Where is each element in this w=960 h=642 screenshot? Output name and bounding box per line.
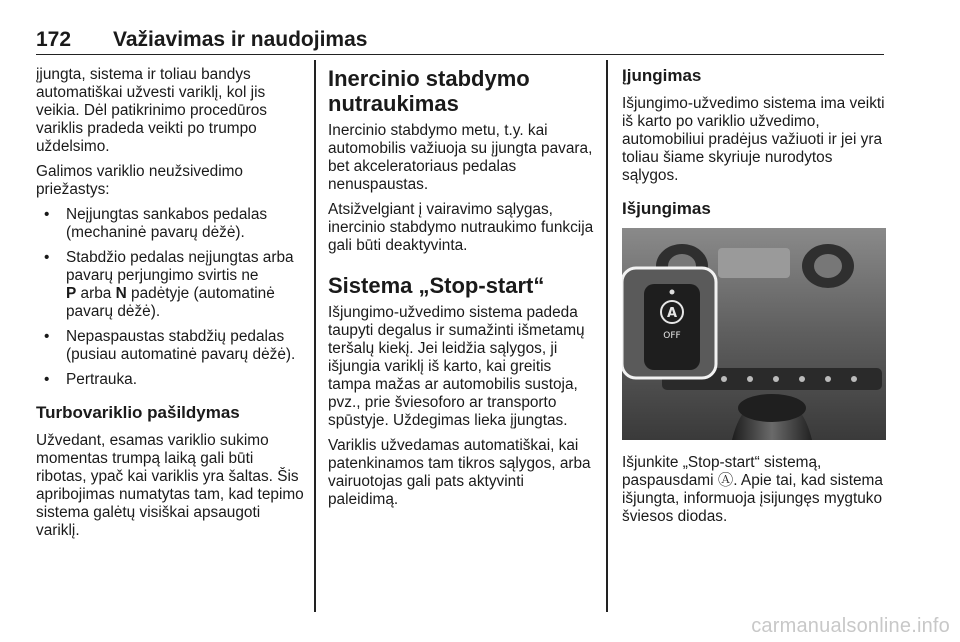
column-divider <box>606 60 608 612</box>
section-heading-inercinio: Inercinio stabdymo nutraukimas <box>328 66 530 116</box>
paragraph-text: Išjunkite „Stop-start“ sistemą, paspausdami <box>622 454 822 489</box>
page-header <box>36 28 884 55</box>
gear-p-label: P <box>66 285 77 302</box>
section-heading-turbo: Turbovariklio pašildymas <box>36 403 240 422</box>
paragraph: Inercinio stabdymo metu, t.y. kai automobilis važiuoja su įjungta pavara, bet akceleratoriaus pedalas nenuspaustas. <box>328 122 593 193</box>
gear-n-label: N <box>115 285 127 302</box>
section-heading-stopstart: Sistema „Stop-start“ <box>328 273 545 298</box>
list-item-text: padėtyje (automatinė pavarų dėžė). <box>66 285 275 320</box>
page-number: 172 <box>36 28 72 51</box>
paragraph: Išjungimo-užvedimo sistema ima veikti iš karto po variklio užvedimo, automobiliui pradėjus važiuoti ir jei yra toliau šiame skyriuje nurodytos sąlygos. <box>622 95 885 184</box>
paragraph: Išjungimo-užvedimo sistema padeda taupyti degalus ir sumažinti išmetamų teršalų kiekį. Jei leidžia sąlygos, ji išjungia variklį iš karto, kai greitis tampa mažas ar automobilis sustoja, pvz., prie šviesoforo ar transporto spūstyje. Uždegimas lieka įjungtas. <box>328 304 585 429</box>
paragraph <box>622 454 892 526</box>
list-item-text: Stabdžio pedalas neįjungtas arba pavarų perjungimo svirtis ne <box>66 249 294 284</box>
paragraph: Variklis užvedamas automatiškai, kai patenkinamos tam tikros sąlygos, arba vairuotojas gali pats aktyvinti paleidimą. <box>328 437 591 508</box>
list-item-text: arba <box>76 285 116 302</box>
column-divider <box>314 60 316 612</box>
paragraph: Užvedant, esamas variklio sukimo momentas trumpą laiką gali būti ribotas, ypač kai variklis yra šaltas. Šis apribojimas numatytas tam, kad tepimo sistema galėtų visiškai apsaugoti variklį. <box>36 432 304 539</box>
section-heading-isjungimas: Išjungimas <box>622 199 711 218</box>
watermark: carmanualsonline.info <box>751 615 950 637</box>
paragraph: Galimos variklio neužsivedimo priežastys: <box>36 163 243 198</box>
column-right <box>622 66 892 533</box>
paragraph-text: . Apie tai, kad sistema išjungta, informuoja įsijungęs mygtuko šviesos diodas. <box>622 472 883 525</box>
console-photo <box>622 228 886 440</box>
off-label: OFF <box>663 331 681 341</box>
list-item: • Neįjungtas sankabos pedalas (mechaninė pavarų dėžė). <box>36 206 304 242</box>
column-middle <box>328 66 596 516</box>
causes-list <box>36 206 304 389</box>
stop-start-icon: Ⓐ <box>717 472 734 489</box>
paragraph: Atsižvelgiant į vairavimo sąlygas, inercinio stabdymo nutraukimo funkcija gali būti deaktyvinta. <box>328 201 594 254</box>
paragraph: įjungta, sistema ir toliau bandys automatiškai užvesti variklį, kol jis veikia. Dėl patikrinimo procedūros variklis pradeda veikti po trumpo uždelsimo. <box>36 66 267 155</box>
column-left <box>36 66 304 547</box>
svg-text:A: A <box>666 306 678 321</box>
list-item: • Pertrauka. <box>36 371 304 389</box>
led-indicator <box>670 290 675 295</box>
list-item <box>36 249 304 321</box>
list-item: • Nepaspaustas stabdžių pedalas (pusiau automatinė pavarų dėžė). <box>36 328 304 364</box>
chapter-title: Važiavimas ir naudojimas <box>113 28 368 51</box>
section-heading-ijungimas: Įjungimas <box>622 66 702 85</box>
